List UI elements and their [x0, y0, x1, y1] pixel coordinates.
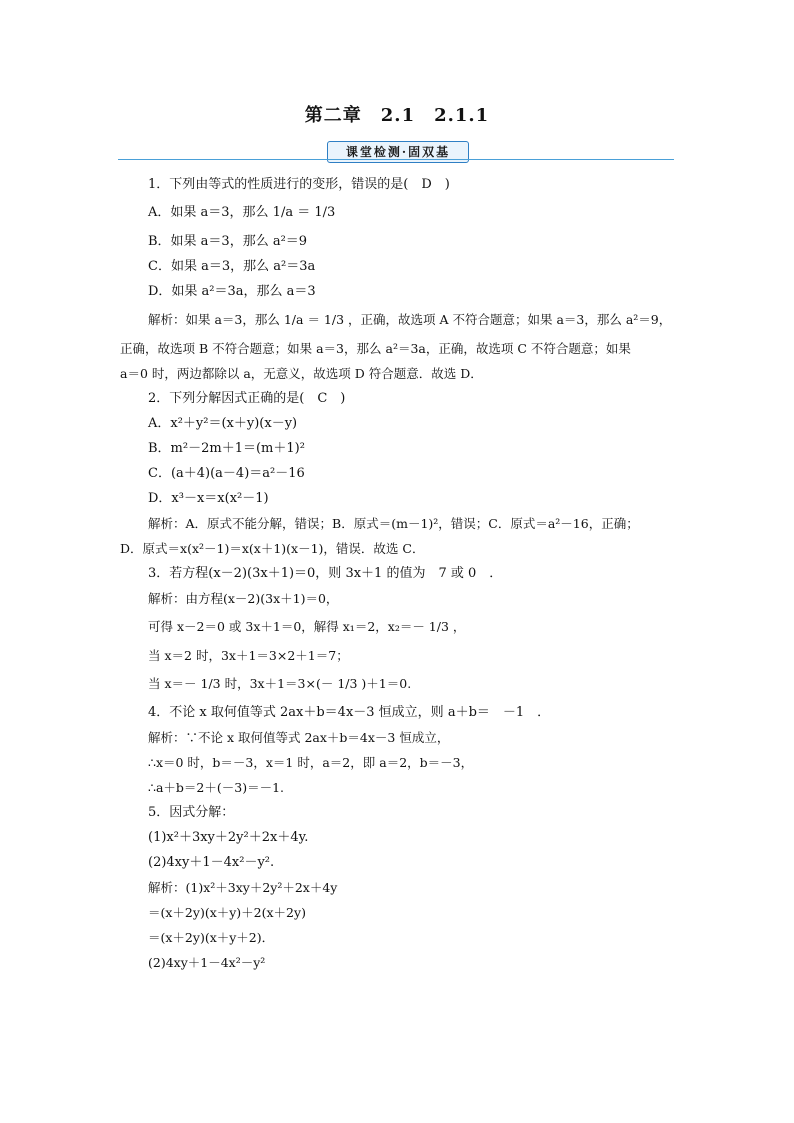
text-line: ＝(x＋2y)(x＋y)＋2(x＋2y): [148, 905, 306, 920]
text-line: 正确，故选项 B 不符合题意；如果 a＝3，那么 a²＝3a，正确，故选项 C 不符合题意；如果: [120, 341, 631, 356]
text-line: (1)x²＋3xy＋2y²＋2x＋4y.: [148, 830, 309, 845]
text-line: C．(a＋4)(a－4)＝a²－16: [148, 466, 305, 481]
text-line: 2．下列分解因式正确的是( C ): [148, 391, 346, 406]
text-line: 解析：由方程(x－2)(3x＋1)＝0，: [148, 591, 339, 606]
text-line: 解析：(1)x²＋3xy＋2y²＋2x＋4y: [148, 880, 338, 895]
text-line: 解析：A．原式不能分解，错误；B．原式＝(m－1)²，错误；C．原式＝a²－16，正确；: [148, 516, 639, 531]
exercise-content: [120, 172, 680, 975]
text-line: ＝(x＋2y)(x＋y＋2)．: [148, 930, 275, 945]
text-line: a＝0 时，两边都除以 a，无意义，故选项 D 符合题意．故选 D．: [120, 366, 483, 381]
text-line: 可得 x－2＝0 或 3x＋1＝0，解得 x₁＝2，x₂＝－ 1/3 ，: [148, 619, 466, 634]
header-rule: [118, 159, 674, 160]
text-line: 5．因式分解：: [148, 805, 235, 820]
text-line: A．如果 a＝3，那么 1/a ＝ 1/3: [148, 205, 336, 220]
text-line: D．x³－x＝x(x²－1): [148, 491, 269, 506]
text-line: D．原式＝x(x²－1)＝x(x＋1)(x－1)，错误．故选 C．: [120, 541, 425, 556]
text-line: 解析：如果 a＝3，那么 1/a ＝ 1/3 ，正确，故选项 A 不符合题意；如果 a＝3，那么 a²＝9，: [148, 312, 672, 327]
text-line: D．如果 a²＝3a，那么 a＝3: [148, 284, 316, 299]
text-line: 当 x＝－ 1/3 时，3x＋1＝3×(－ 1/3 )＋1＝0.: [148, 676, 412, 691]
text-line: 4．不论 x 取何值等式 2ax＋b＝4x－3 恒成立，则 a＋b＝ －1 ．: [148, 705, 551, 720]
text-line: 解析：∵不论 x 取何值等式 2ax＋b＝4x－3 恒成立，: [148, 730, 450, 745]
text-line: (2)4xy＋1－4x²－y²: [148, 955, 266, 970]
text-line: B．如果 a＝3，那么 a²＝9: [148, 234, 308, 249]
text-line: ∴x＝0 时，b＝－3，x＝1 时，a＝2，即 a＝2，b＝－3，: [148, 755, 474, 770]
text-line: 1．下列由等式的性质进行的变形，错误的是( D ): [148, 177, 450, 192]
text-line: 当 x＝2 时，3x＋1＝3×2＋1＝7；: [148, 648, 349, 663]
text-line: ∴a＋b＝2＋(－3)＝－1.: [148, 780, 284, 795]
text-line: A．x²＋y²＝(x＋y)(x－y): [148, 416, 298, 431]
text-line: B．m²－2m＋1＝(m＋1)²: [148, 441, 305, 456]
text-line: C．如果 a＝3，那么 a²＝3a: [148, 259, 316, 274]
chapter-title: 第二章 2.1 2.1.1: [304, 105, 490, 126]
section-badge: 课堂检测·固双基: [327, 141, 469, 163]
text-line: 3．若方程(x－2)(3x＋1)＝0，则 3x＋1 的值为 7 或 0 ．: [148, 566, 503, 581]
text-line: (2)4xy＋1－4x²－y².: [148, 855, 275, 870]
